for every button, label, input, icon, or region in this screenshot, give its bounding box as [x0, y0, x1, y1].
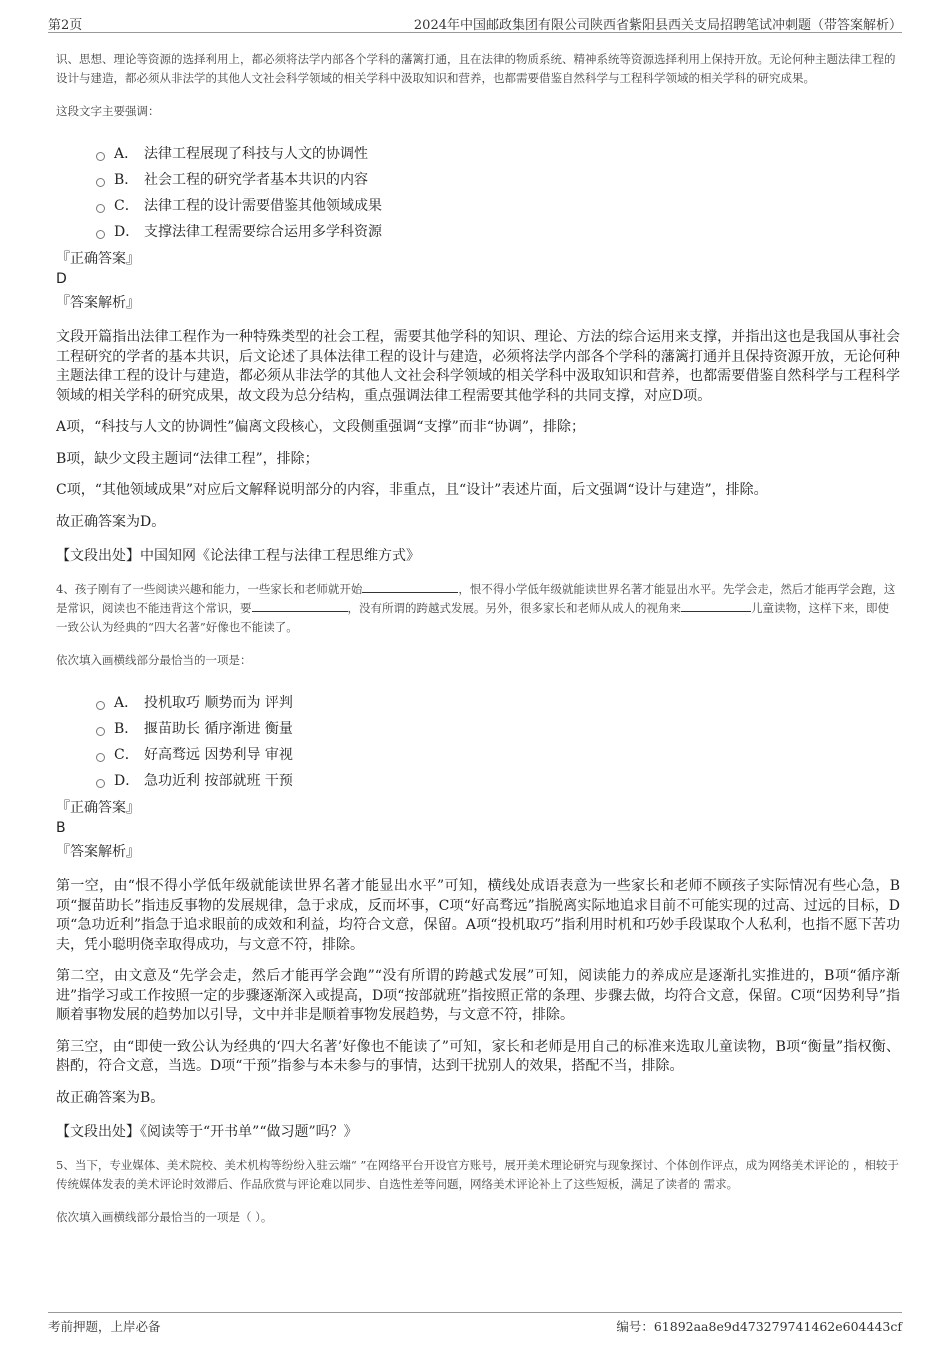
q4-analysis-label: 『答案解析』	[56, 844, 140, 860]
q4-option-d[interactable]: D． 急功近利 按部就班 干预	[96, 768, 900, 794]
q3-analysis-paragraph: 文段开篇指出法律工程作为一种特殊类型的社会工程，需要其他学科的知识、理论、方法的综合运用来支撑，并指出这也是我国从事社会工程研究的学者的基本共识，后文论述了具体法律工程的设计与建造，必须将法学内部各个学科的藩篱打通并且保持资源开放，无论何种主题法律工程的设计与建造，都必须从非法学的其他人文社会科学领域的相关学科中汲取知识和营养，也都需要借鉴自然科学与工程科学领域的相关学科的研究成果，故文段为总分结构，重点强调法律工程需要其他学科的共同支撑，对应D项。	[56, 329, 900, 404]
main-content	[56, 50, 900, 1227]
q4-analysis-paragraph: 第三空，由“即使一致公认为经典的‘四大名著’好像也不能读了”可知，家长和老师是用自己的标准来选取儿童读物，B项“衡量”指权衡、斟酌，符合文意，当选。D项“干预”指参与本未参与的事情，达到干扰别人的效果，搭配不当，排除。	[56, 1038, 900, 1074]
q3-source: 【文段出处】中国知网《论法律工程与法律工程思维方式》	[56, 548, 420, 564]
q4-text: 4、孩子刚有了一些阅读兴趣和能力，一些家长和老师就开始 ，恨不得小学低年级就能读世界名著才能显出水平。先学会走，然后才能再学会跑，这是常识，阅读也不能违背这个常识，要 ，没有所谓的跨越式发展。另外，很多家长和老师从成人的视角来 儿童读物，这样下来，即使一致公认为经典的“四大名著”好像也不能读了。	[56, 582, 896, 634]
radio-icon[interactable]	[96, 701, 105, 710]
q4-source: 【文段出处】《阅读等于“开书单”“做习题”吗？》	[56, 1124, 358, 1140]
document-title: 2024年中国邮政集团有限公司陕西省紫阳县西关支局招聘笔试冲刺题（带答案解析）	[413, 18, 902, 33]
q3-prompt: 这段文字主要强调：	[56, 104, 160, 118]
radio-icon[interactable]	[96, 204, 105, 213]
q3-answer: D	[56, 271, 67, 287]
q5-text: 5、当下，专业媒体、美术院校、美术机构等纷纷入驻云端“ ”在网络平台开设官方账号，展开美术理论研究与现象探讨、个体创作评点，成为网络美术评论的 ，相较于传统媒体发表的美术评论时效滞后、作品欣赏与评论难以同步、自选性差等问题，网络美术评论补上了这些短板，满足了读者的 需求。	[56, 1158, 899, 1191]
q4-answer-label: 『正确答案』	[56, 800, 140, 816]
fill-blank	[681, 599, 751, 612]
q4-analysis-paragraph: 故正确答案为B。	[56, 1089, 165, 1106]
radio-icon[interactable]	[96, 152, 105, 161]
radio-icon[interactable]	[96, 753, 105, 762]
q4-option-b[interactable]: B． 揠苗助长 循序渐进 衡量	[96, 716, 900, 742]
q4-analysis-paragraph: 第二空，由文意及“先学会走，然后才能再学会跑”“没有所谓的跨越式发展”可知，阅读能力的养成应是逐渐扎实推进的，B项“循序渐进”指学习或工作按照一定的步骤逐渐深入或提高，D项“按部就班”指按照正常的条理、步骤去做，均符合文意，保留。C项“因势利导”指顺着事物发展的趋势加以引导，文中并非是顺着事物发展趋势，与文意不符，排除。	[56, 968, 900, 1023]
page-number: 第2页	[48, 18, 83, 33]
q3-options	[96, 141, 900, 245]
q4-answer: B	[56, 820, 66, 836]
q3-answer-label: 『正确答案』	[56, 251, 140, 267]
q3-analysis-paragraph: 故正确答案为D。	[56, 513, 166, 530]
q4-option-a[interactable]: A． 投机取巧 顺势而为 评判	[96, 690, 900, 716]
q3-option-d[interactable]: D． 支撑法律工程需要综合运用多学科资源	[96, 219, 900, 245]
fill-blank	[362, 580, 458, 593]
q4-analysis-paragraph: 第一空，由“恨不得小学低年级就能读世界名著才能显出水平”可知，横线处成语表意为一些家长和老师不顾孩子实际情况有些心急，B项“揠苗助长”指违反事物的发展规律，急于求成，反而坏事，C项“好高骛远”指脱离实际地追求目前不可能实现的过高、过远的目标，D项“急功近利”指急于追求眼前的成效和利益，均符合文意，保留。A项“投机取巧”指利用时机和巧妙手段谋取个人私利，也指不愿下苦功夫，凭小聪明侥幸取得成功，与文意不符，排除。	[56, 878, 900, 953]
q3-analysis-paragraph: C项，“其他领域成果”对应后文解释说明部分的内容，非重点，且“设计”表述片面，后文强调“设计与建造”，排除。	[56, 482, 768, 498]
q4-options	[96, 690, 900, 794]
page-footer	[48, 1312, 902, 1337]
q3-option-c[interactable]: C． 法律工程的设计需要借鉴其他领域成果	[96, 193, 900, 219]
footer-slogan: 考前押题，上岸必备	[48, 1319, 161, 1334]
q5-prompt: 依次填入画横线部分最恰当的一项是（ ）。	[56, 1210, 273, 1224]
q3-analysis-label: 『答案解析』	[56, 295, 140, 311]
q4-option-c[interactable]: C． 好高骛远 因势利导 审视	[96, 742, 900, 768]
q3-analysis-paragraph: A项，“科技与人文的协调性”偏离文段核心，文段侧重强调“支撑”而非“协调”，排除；	[56, 419, 586, 435]
radio-icon[interactable]	[96, 779, 105, 788]
q3-text: 识、思想、理论等资源的选择利用上，都必须将法学内部各个学科的藩篱打通，且在法律的物质系统、精神系统等资源选择利用上保持开放。无论何种主题法律工程的设计与建造，都必须从非法学的其他人文社会科学领域的相关学科中汲取知识和营养，也都需要借鉴自然科学与工程科学领域的相关学科的研究成果。	[56, 52, 896, 85]
radio-icon[interactable]	[96, 727, 105, 736]
document-serial: 编号：61892aa8e9d473279741462e604443cf	[616, 1319, 902, 1334]
radio-icon[interactable]	[96, 178, 105, 187]
q3-analysis-paragraph: B项，缺少文段主题词“法律工程”，排除；	[56, 450, 319, 467]
q3-option-b[interactable]: B． 社会工程的研究学者基本共识的内容	[96, 167, 900, 193]
q3-option-a[interactable]: A． 法律工程展现了科技与人文的协调性	[96, 141, 900, 167]
q4-prompt: 依次填入画横线部分最恰当的一项是：	[56, 653, 252, 667]
radio-icon[interactable]	[96, 230, 105, 239]
page-header	[48, 12, 902, 33]
fill-blank	[252, 599, 348, 612]
